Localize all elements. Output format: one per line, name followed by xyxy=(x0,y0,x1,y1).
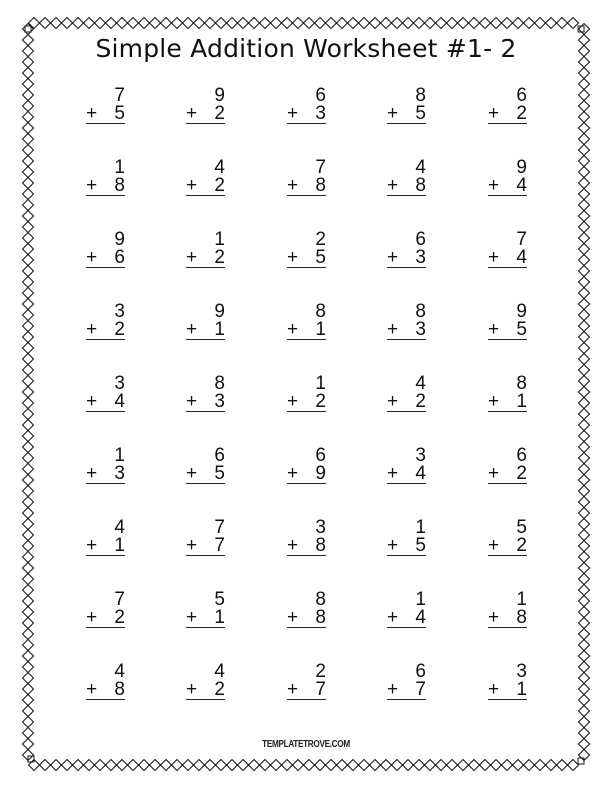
addition-problem xyxy=(86,661,125,701)
footer-brand: TEMPLATETROVE.COM xyxy=(262,739,350,750)
addend-top: 6 xyxy=(415,229,426,250)
addition-problem xyxy=(86,229,125,269)
plus-sign: + xyxy=(86,535,98,556)
plus-sign: + xyxy=(86,175,98,196)
addend-bottom: 3 xyxy=(214,391,225,412)
plus-sign: + xyxy=(488,319,500,340)
addend-bottom: 2 xyxy=(214,247,225,268)
answer-line xyxy=(86,339,125,340)
answer-line xyxy=(488,483,527,484)
plus-sign: + xyxy=(387,535,399,556)
addend-top: 9 xyxy=(214,85,225,106)
answer-line xyxy=(488,411,527,412)
addend-bottom: 5 xyxy=(415,535,426,556)
answer-line xyxy=(86,267,125,268)
addition-problem xyxy=(387,229,426,269)
addition-problem xyxy=(86,517,125,557)
plus-sign: + xyxy=(287,607,299,628)
addend-bottom: 8 xyxy=(315,607,326,628)
addend-bottom: 3 xyxy=(315,103,326,124)
answer-line xyxy=(86,483,125,484)
addend-bottom: 3 xyxy=(114,463,125,484)
addend-bottom: 2 xyxy=(516,535,527,556)
addition-problem xyxy=(287,517,326,557)
addend-top: 8 xyxy=(214,373,225,394)
addend-top: 5 xyxy=(214,589,225,610)
addend-top: 8 xyxy=(315,301,326,322)
addition-problem xyxy=(287,229,326,269)
addend-top: 4 xyxy=(114,517,125,538)
answer-line xyxy=(86,411,125,412)
addend-bottom: 5 xyxy=(214,463,225,484)
addend-bottom: 1 xyxy=(315,319,326,340)
plus-sign: + xyxy=(287,535,299,556)
addend-top: 1 xyxy=(415,589,426,610)
answer-line xyxy=(186,267,225,268)
addend-top: 7 xyxy=(315,157,326,178)
answer-line xyxy=(387,123,426,124)
addition-problem xyxy=(186,85,225,125)
addend-bottom: 8 xyxy=(315,535,326,556)
plus-sign: + xyxy=(488,103,500,124)
plus-sign: + xyxy=(488,175,500,196)
addend-bottom: 1 xyxy=(114,535,125,556)
addition-problem xyxy=(186,229,225,269)
addition-problem xyxy=(86,301,125,341)
plus-sign: + xyxy=(186,175,198,196)
answer-line xyxy=(186,411,225,412)
addition-problem xyxy=(287,85,326,125)
addition-problem xyxy=(186,373,225,413)
plus-sign: + xyxy=(186,463,198,484)
answer-line xyxy=(186,339,225,340)
addend-bottom: 6 xyxy=(114,247,125,268)
addition-problem xyxy=(488,85,527,125)
addition-problem xyxy=(488,661,527,701)
answer-line xyxy=(86,627,125,628)
answer-line xyxy=(186,555,225,556)
answer-line xyxy=(287,699,326,700)
plus-sign: + xyxy=(488,535,500,556)
addition-problem xyxy=(186,157,225,197)
addend-top: 3 xyxy=(114,373,125,394)
addend-bottom: 2 xyxy=(415,391,426,412)
plus-sign: + xyxy=(387,679,399,700)
addend-top: 3 xyxy=(315,517,326,538)
plus-sign: + xyxy=(387,247,399,268)
addition-problem xyxy=(488,157,527,197)
answer-line xyxy=(488,267,527,268)
addition-problem xyxy=(186,589,225,629)
addend-bottom: 3 xyxy=(415,247,426,268)
addend-top: 7 xyxy=(214,517,225,538)
addend-bottom: 8 xyxy=(415,175,426,196)
addition-problem xyxy=(86,589,125,629)
addend-bottom: 1 xyxy=(516,679,527,700)
addend-top: 6 xyxy=(315,85,326,106)
addend-bottom: 5 xyxy=(516,319,527,340)
plus-sign: + xyxy=(86,103,98,124)
addition-problem xyxy=(488,517,527,557)
plus-sign: + xyxy=(387,319,399,340)
addend-top: 1 xyxy=(114,445,125,466)
addend-bottom: 2 xyxy=(214,679,225,700)
addend-top: 2 xyxy=(315,661,326,682)
addend-top: 8 xyxy=(516,373,527,394)
addend-top: 8 xyxy=(415,85,426,106)
addend-bottom: 2 xyxy=(516,103,527,124)
addend-bottom: 2 xyxy=(214,175,225,196)
addend-top: 4 xyxy=(114,661,125,682)
addend-bottom: 2 xyxy=(114,607,125,628)
answer-line xyxy=(287,627,326,628)
addition-problem xyxy=(287,157,326,197)
answer-line xyxy=(287,483,326,484)
answer-line xyxy=(287,267,326,268)
answer-line xyxy=(488,339,527,340)
addition-problem xyxy=(86,445,125,485)
plus-sign: + xyxy=(186,391,198,412)
addition-problem xyxy=(488,589,527,629)
plus-sign: + xyxy=(387,463,399,484)
addend-bottom: 2 xyxy=(315,391,326,412)
addition-problem xyxy=(86,157,125,197)
plus-sign: + xyxy=(186,535,198,556)
answer-line xyxy=(287,123,326,124)
plus-sign: + xyxy=(186,103,198,124)
addition-problem xyxy=(86,85,125,125)
addend-top: 9 xyxy=(214,301,225,322)
addend-top: 9 xyxy=(114,229,125,250)
addend-bottom: 1 xyxy=(214,319,225,340)
answer-line xyxy=(387,411,426,412)
addend-top: 5 xyxy=(516,517,527,538)
addition-problem xyxy=(387,373,426,413)
addend-top: 2 xyxy=(315,229,326,250)
addition-problem xyxy=(287,661,326,701)
addend-top: 9 xyxy=(516,301,527,322)
addition-problem xyxy=(186,301,225,341)
addition-problem xyxy=(488,445,527,485)
answer-line xyxy=(488,195,527,196)
answer-line xyxy=(488,627,527,628)
addend-bottom: 4 xyxy=(114,391,125,412)
answer-line xyxy=(387,699,426,700)
addend-bottom: 8 xyxy=(114,175,125,196)
answer-line xyxy=(86,195,125,196)
addend-top: 1 xyxy=(214,229,225,250)
answer-line xyxy=(287,411,326,412)
addend-top: 7 xyxy=(516,229,527,250)
addend-top: 6 xyxy=(516,85,527,106)
plus-sign: + xyxy=(488,607,500,628)
addition-problem xyxy=(186,445,225,485)
answer-line xyxy=(186,123,225,124)
addend-bottom: 4 xyxy=(415,463,426,484)
addition-problem xyxy=(488,301,527,341)
plus-sign: + xyxy=(387,391,399,412)
plus-sign: + xyxy=(86,319,98,340)
plus-sign: + xyxy=(186,607,198,628)
plus-sign: + xyxy=(387,175,399,196)
addend-bottom: 2 xyxy=(114,319,125,340)
addition-problem xyxy=(488,373,527,413)
addition-problem xyxy=(287,373,326,413)
plus-sign: + xyxy=(86,391,98,412)
plus-sign: + xyxy=(287,103,299,124)
addend-bottom: 5 xyxy=(315,247,326,268)
addend-top: 3 xyxy=(516,661,527,682)
plus-sign: + xyxy=(287,175,299,196)
addition-problem xyxy=(387,589,426,629)
answer-line xyxy=(186,195,225,196)
plus-sign: + xyxy=(287,463,299,484)
addend-top: 1 xyxy=(415,517,426,538)
addend-bottom: 4 xyxy=(415,607,426,628)
answer-line xyxy=(488,123,527,124)
addition-problem xyxy=(287,301,326,341)
addition-problem xyxy=(488,229,527,269)
addend-top: 1 xyxy=(315,373,326,394)
plus-sign: + xyxy=(186,247,198,268)
addend-top: 6 xyxy=(214,445,225,466)
plus-sign: + xyxy=(488,679,500,700)
plus-sign: + xyxy=(287,247,299,268)
answer-line xyxy=(287,195,326,196)
addend-top: 1 xyxy=(516,589,527,610)
answer-line xyxy=(86,555,125,556)
answer-line xyxy=(387,195,426,196)
addend-bottom: 4 xyxy=(516,175,527,196)
addend-bottom: 1 xyxy=(516,391,527,412)
addend-top: 4 xyxy=(415,157,426,178)
addend-bottom: 7 xyxy=(214,535,225,556)
plus-sign: + xyxy=(287,391,299,412)
addend-bottom: 8 xyxy=(315,175,326,196)
addition-problem xyxy=(387,517,426,557)
answer-line xyxy=(287,555,326,556)
answer-line xyxy=(387,555,426,556)
answer-line xyxy=(86,699,125,700)
addend-bottom: 1 xyxy=(214,607,225,628)
addend-bottom: 8 xyxy=(516,607,527,628)
answer-line xyxy=(387,267,426,268)
plus-sign: + xyxy=(186,679,198,700)
plus-sign: + xyxy=(387,607,399,628)
addition-problem xyxy=(86,373,125,413)
addend-top: 4 xyxy=(214,661,225,682)
addend-bottom: 7 xyxy=(415,679,426,700)
addend-bottom: 2 xyxy=(516,463,527,484)
addend-top: 8 xyxy=(415,301,426,322)
addend-top: 4 xyxy=(415,373,426,394)
addend-bottom: 9 xyxy=(315,463,326,484)
addend-bottom: 2 xyxy=(214,103,225,124)
addition-problem xyxy=(186,517,225,557)
answer-line xyxy=(488,555,527,556)
addend-top: 4 xyxy=(214,157,225,178)
answer-line xyxy=(186,627,225,628)
addition-problem xyxy=(387,301,426,341)
addend-bottom: 5 xyxy=(114,103,125,124)
plus-sign: + xyxy=(186,319,198,340)
addition-problem xyxy=(287,589,326,629)
plus-sign: + xyxy=(86,463,98,484)
addend-top: 6 xyxy=(516,445,527,466)
addend-top: 3 xyxy=(415,445,426,466)
addend-top: 7 xyxy=(114,589,125,610)
addend-top: 1 xyxy=(114,157,125,178)
answer-line xyxy=(186,699,225,700)
answer-line xyxy=(387,627,426,628)
answer-line xyxy=(488,699,527,700)
plus-sign: + xyxy=(387,103,399,124)
worksheet-title: Simple Addition Worksheet #1- 2 xyxy=(95,34,517,63)
plus-sign: + xyxy=(86,607,98,628)
addend-top: 6 xyxy=(315,445,326,466)
addend-top: 7 xyxy=(114,85,125,106)
answer-line xyxy=(387,483,426,484)
addend-bottom: 8 xyxy=(114,679,125,700)
addend-top: 6 xyxy=(415,661,426,682)
addend-top: 9 xyxy=(516,157,527,178)
plus-sign: + xyxy=(488,463,500,484)
answer-line xyxy=(186,483,225,484)
addition-problem xyxy=(287,445,326,485)
addend-top: 3 xyxy=(114,301,125,322)
addend-bottom: 7 xyxy=(315,679,326,700)
addition-problem xyxy=(387,85,426,125)
addend-top: 8 xyxy=(315,589,326,610)
addition-problem xyxy=(387,445,426,485)
addend-bottom: 4 xyxy=(516,247,527,268)
answer-line xyxy=(387,339,426,340)
addition-problem xyxy=(387,661,426,701)
addition-problem xyxy=(186,661,225,701)
plus-sign: + xyxy=(287,319,299,340)
plus-sign: + xyxy=(86,247,98,268)
plus-sign: + xyxy=(488,391,500,412)
plus-sign: + xyxy=(86,679,98,700)
plus-sign: + xyxy=(488,247,500,268)
plus-sign: + xyxy=(287,679,299,700)
addend-bottom: 3 xyxy=(415,319,426,340)
answer-line xyxy=(86,123,125,124)
answer-line xyxy=(287,339,326,340)
addend-bottom: 5 xyxy=(415,103,426,124)
addition-problem xyxy=(387,157,426,197)
